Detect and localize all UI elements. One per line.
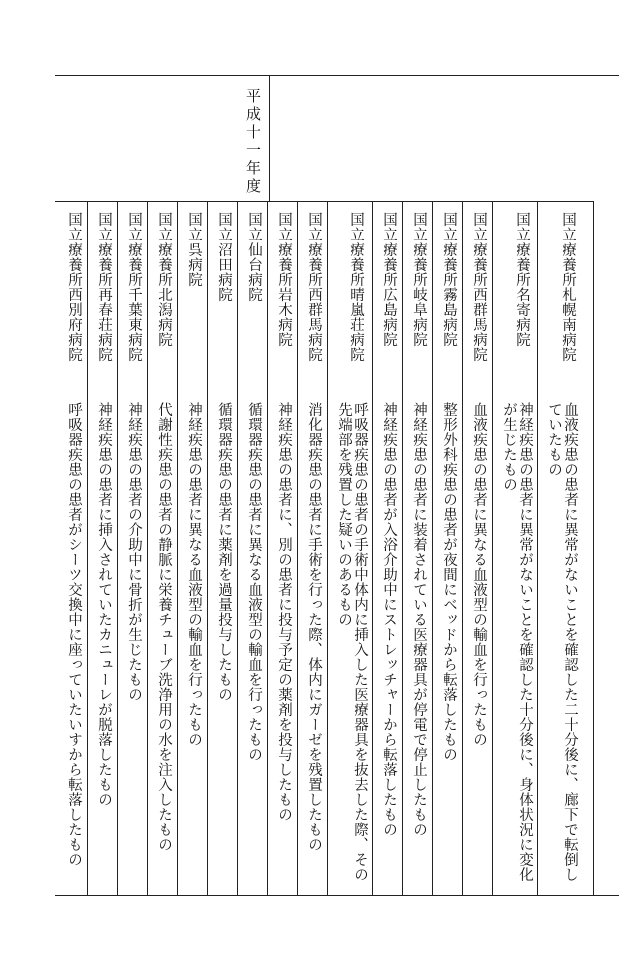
row-divider (177, 201, 178, 895)
incident-description: 神経疾患の患者の介助中に骨折が生じたもの (126, 402, 142, 702)
incident-description: 神経疾患の患者が入浴介助中にストレッチャーから転落したもの (381, 402, 397, 837)
hospital-name: 国立療養所広島病院 (381, 212, 397, 347)
year-rule (55, 201, 593, 202)
incident-description: 神経疾患の患者に異なる血液型の輸血を行ったもの (186, 402, 202, 747)
hospital-name: 国立療養所岩木病院 (276, 212, 292, 347)
hospital-name: 国立療養所千葉東病院 (126, 212, 142, 362)
row-divider (267, 201, 268, 895)
hospital-name: 国立療養所西別府病院 (66, 212, 82, 362)
hospital-name: 国立療養所晴嵐荘病院 (348, 212, 364, 362)
top-rule (55, 75, 619, 76)
row-divider (462, 201, 463, 895)
hospital-name: 国立療養所西群馬病院 (471, 212, 487, 362)
row-divider (492, 201, 493, 895)
incident-description: 消化器疾患の患者に手術を行った際、体内にガーゼを残置したもの (306, 402, 322, 852)
incident-description: 呼吸器疾患の患者の手術中体内に挿入した医療器具を抜去した際、その先端部を残置した疑いのあるもの (336, 402, 368, 882)
row-divider (87, 201, 88, 895)
hospital-name: 国立療養所札幌南病院 (560, 212, 576, 362)
incident-description: 呼吸器疾患の患者がシーツ交換中に座っていたいすから転落したもの (66, 402, 82, 867)
row-divider (147, 201, 148, 895)
incident-description: 神経疾患の患者に挿入されていたカニューレが脱落したもの (96, 402, 112, 807)
row-divider (402, 201, 403, 895)
row-divider (237, 201, 238, 895)
hospital-name: 国立療養所名寄病院 (514, 212, 530, 347)
hospital-name: 国立仙台病院 (246, 212, 262, 302)
table-right-border (593, 201, 594, 895)
incident-description: 血液疾患の患者に異なる血液型の輸血を行ったもの (471, 402, 487, 747)
incident-description: 神経疾患の患者に装着されている医療器具が停電で停止したもの (411, 402, 427, 837)
row-divider (327, 201, 328, 895)
hospital-name: 国立呉病院 (186, 212, 202, 287)
incident-description: 循環器疾患の患者に異なる血液型の輸血を行ったもの (246, 402, 262, 762)
hospital-name: 国立療養所岐阜病院 (411, 212, 427, 347)
hospital-name: 国立療養所北潟病院 (156, 212, 172, 347)
row-divider (537, 201, 538, 895)
bottom-rule (55, 895, 619, 896)
hospital-name: 国立沼田病院 (216, 212, 232, 302)
incident-description: 神経疾患の患者に、別の患者に投与予定の薬剤を投与したもの (276, 402, 292, 822)
incident-description: 血液疾患の患者に異常がないことを確認した二十分後に、廊下で転倒していたもの (546, 402, 578, 882)
row-divider (372, 201, 373, 895)
incident-description: 循環器疾患の患者に薬剤を過量投与したもの (216, 402, 232, 702)
row-divider (432, 201, 433, 895)
incident-description: 神経疾患の患者に異常がないことを確認した十分後に、身体状況に変化が生じたもの (501, 402, 533, 882)
hospital-name: 国立療養所西群馬病院 (306, 212, 322, 362)
row-divider (297, 201, 298, 895)
year-label: 平成十一年度 (244, 88, 262, 196)
year-divider (269, 75, 270, 201)
row-divider (117, 201, 118, 895)
row-divider (207, 201, 208, 895)
incident-description: 代謝性疾患の患者の静脈に栄養チューブ洗浄用の水を注入したもの (156, 402, 172, 852)
incident-description: 整形外科疾患の患者が夜間にベッドから転落したもの (441, 402, 457, 762)
hospital-name: 国立療養所霧島病院 (441, 212, 457, 347)
hospital-name: 国立療養所再春荘病院 (96, 212, 112, 362)
